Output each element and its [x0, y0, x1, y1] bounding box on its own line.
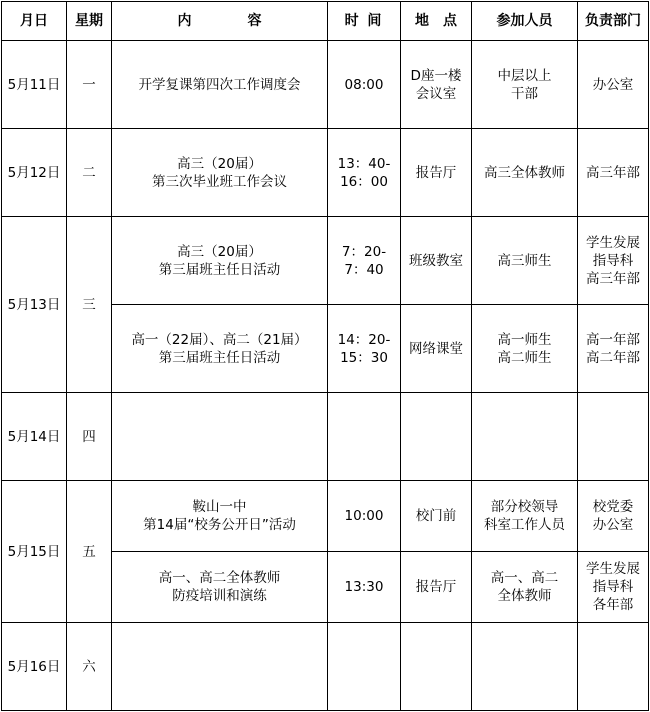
department-line: 学生发展	[586, 234, 640, 251]
cell-content	[112, 552, 328, 623]
department-line: 学生发展	[586, 561, 640, 577]
cell-weekday: 四	[67, 393, 112, 481]
cell-department	[578, 552, 649, 623]
cell-weekday: 五	[67, 481, 112, 623]
cell-participants	[472, 393, 578, 481]
content-line: 开学复课第四次工作调度会	[138, 76, 301, 93]
place-line: 校门前	[415, 508, 457, 524]
place-line: 班级教室	[409, 252, 463, 269]
cell-department	[578, 41, 649, 129]
cell-time	[328, 217, 401, 305]
cell-place	[401, 305, 472, 393]
cell-participants	[472, 623, 578, 711]
time-line: 10:00	[344, 508, 384, 524]
cell-time	[328, 393, 401, 481]
cell-place	[401, 217, 472, 305]
time-line: 16：00	[340, 173, 388, 190]
cell-date: 5月12日	[2, 129, 67, 217]
participants-line: 高一、高二	[490, 570, 559, 586]
cell-department	[578, 305, 649, 393]
department-line: 办公室	[592, 517, 634, 533]
department-line: 校党委	[592, 499, 634, 515]
cell-date: 5月14日	[2, 393, 67, 481]
participants-line: 全体教师	[497, 588, 552, 604]
header-participants: 参加人员	[472, 2, 578, 41]
time-line: 7：20-	[341, 243, 387, 260]
cell-time	[328, 481, 401, 552]
cell-department	[578, 623, 649, 711]
cell-date: 5月13日	[2, 217, 67, 393]
department-line: 高三年部	[586, 164, 640, 181]
content-line: 高一（22届）、高二（21届）	[131, 331, 308, 348]
cell-content	[112, 305, 328, 393]
cell-time	[328, 129, 401, 217]
cell-participants	[472, 305, 578, 393]
cell-department	[578, 129, 649, 217]
time-line: 13：40-	[337, 155, 391, 172]
cell-department	[578, 217, 649, 305]
department-line: 高一年部	[586, 331, 640, 348]
table-row	[2, 217, 649, 305]
cell-date: 5月15日	[2, 481, 67, 623]
table-row	[2, 481, 649, 552]
time-line: 13:30	[344, 579, 384, 595]
content-line: 高三（20届）	[177, 243, 262, 260]
participants-line: 高三全体教师	[484, 164, 565, 181]
content-line: 高三（20届）	[177, 155, 262, 172]
header-content: 内 容	[112, 2, 328, 41]
header-place: 地 点	[401, 2, 472, 41]
participants-line: 高三师生	[497, 252, 552, 269]
content-line: 高一、高二全体教师	[158, 570, 281, 586]
time-line: 15：30	[340, 349, 388, 366]
cell-content	[112, 41, 328, 129]
place-line: 网络课堂	[409, 340, 463, 357]
cell-time	[328, 41, 401, 129]
cell-place	[401, 393, 472, 481]
cell-content	[112, 623, 328, 711]
header-row	[2, 2, 649, 41]
cell-place	[401, 129, 472, 217]
schedule-table	[1, 1, 649, 711]
participants-line: 干部	[511, 85, 538, 102]
cell-participants	[472, 41, 578, 129]
department-line: 高三年部	[586, 270, 640, 287]
header-date: 月日	[2, 2, 67, 41]
department-line: 办公室	[592, 76, 634, 93]
content-line: 第三次毕业班工作会议	[152, 173, 287, 190]
place-line: 会议室	[415, 85, 457, 102]
cell-participants	[472, 481, 578, 552]
place-line: 报告厅	[415, 164, 457, 181]
table-row	[2, 623, 649, 711]
cell-content	[112, 481, 328, 552]
cell-date: 5月16日	[2, 623, 67, 711]
cell-time	[328, 623, 401, 711]
cell-place	[401, 623, 472, 711]
place-line: 报告厅	[415, 579, 457, 595]
cell-content	[112, 393, 328, 481]
cell-time	[328, 552, 401, 623]
header-time: 时 间	[328, 2, 401, 41]
cell-weekday: 一	[67, 41, 112, 129]
cell-participants	[472, 552, 578, 623]
cell-participants	[472, 129, 578, 217]
content-line: 第三届班主任日活动	[158, 261, 281, 278]
place-line: D座一楼	[410, 67, 462, 84]
cell-department	[578, 393, 649, 481]
table-row	[2, 129, 649, 217]
cell-content	[112, 217, 328, 305]
cell-participants	[472, 217, 578, 305]
participants-line: 中层以上	[497, 67, 552, 84]
cell-content	[112, 129, 328, 217]
cell-place	[401, 41, 472, 129]
participants-line: 高二师生	[497, 349, 552, 366]
cell-department	[578, 481, 649, 552]
cell-weekday: 三	[67, 217, 112, 393]
time-line: 7：40	[344, 261, 384, 278]
department-line: 指导科	[592, 252, 634, 269]
table-row	[2, 393, 649, 481]
department-line: 指导科	[592, 579, 634, 595]
content-line: 防疫培训和演练	[172, 588, 267, 604]
participants-line: 高一师生	[497, 331, 552, 348]
cell-weekday: 六	[67, 623, 112, 711]
cell-place	[401, 552, 472, 623]
schedule-body	[2, 41, 649, 711]
time-line: 14：20-	[337, 331, 391, 348]
cell-time	[328, 305, 401, 393]
content-line: 第14届“校务公开日”活动	[143, 517, 296, 533]
content-line: 鞍山一中	[192, 499, 247, 515]
participants-line: 部分校领导	[490, 499, 559, 515]
header-department: 负责部门	[578, 2, 649, 41]
department-line: 高二年部	[586, 349, 640, 366]
cell-date: 5月11日	[2, 41, 67, 129]
cell-place	[401, 481, 472, 552]
participants-line: 科室工作人员	[484, 517, 565, 533]
header-weekday: 星期	[67, 2, 112, 41]
department-line: 各年部	[592, 597, 634, 613]
table-row	[2, 41, 649, 129]
cell-weekday: 二	[67, 129, 112, 217]
time-line: 08:00	[344, 76, 384, 93]
content-line: 第三届班主任日活动	[158, 349, 281, 366]
